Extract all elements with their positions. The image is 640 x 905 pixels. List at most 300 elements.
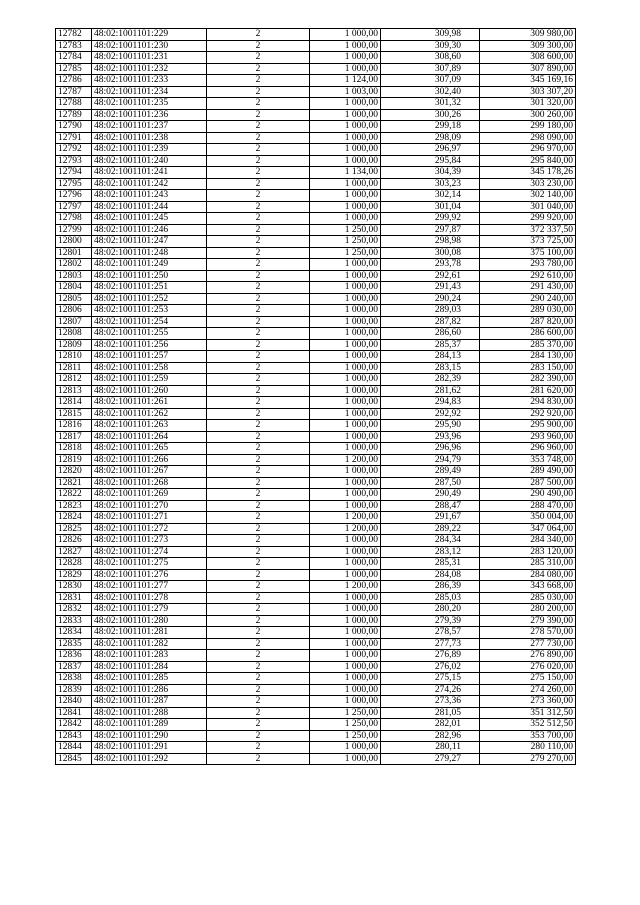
area-cell: 1 000,00: [310, 213, 381, 225]
area-cell: 1 000,00: [310, 144, 381, 156]
table-row: [56, 431, 576, 443]
category-cell: 2: [207, 374, 310, 386]
cadastral-value-cell: 276 020,00: [480, 661, 576, 673]
category-cell: 2: [207, 385, 310, 397]
specific-value-cell: 284,34: [381, 535, 480, 547]
category-cell: 2: [207, 615, 310, 627]
category-cell: 2: [207, 109, 310, 121]
category-cell: 2: [207, 627, 310, 639]
row-number-cell: 12813: [56, 385, 92, 397]
row-number-cell: 12825: [56, 523, 92, 535]
specific-value-cell: 289,49: [381, 466, 480, 478]
specific-value-cell: 281,62: [381, 385, 480, 397]
cadastral-number-cell: 48:02:1001101:232: [92, 63, 207, 75]
row-number-cell: 12788: [56, 98, 92, 110]
category-cell: 2: [207, 259, 310, 271]
row-number-cell: 12816: [56, 420, 92, 432]
category-cell: 2: [207, 742, 310, 754]
category-cell: 2: [207, 638, 310, 650]
specific-value-cell: 278,57: [381, 627, 480, 639]
cadastral-number-cell: 48:02:1001101:243: [92, 190, 207, 202]
row-number-cell: 12787: [56, 86, 92, 98]
specific-value-cell: 282,01: [381, 719, 480, 731]
row-number-cell: 12797: [56, 201, 92, 213]
table-body: [56, 29, 576, 765]
category-cell: 2: [207, 224, 310, 236]
specific-value-cell: 276,02: [381, 661, 480, 673]
cadastral-number-cell: 48:02:1001101:274: [92, 546, 207, 558]
specific-value-cell: 308,60: [381, 52, 480, 64]
area-cell: 1 134,00: [310, 167, 381, 179]
area-cell: 1 000,00: [310, 385, 381, 397]
row-number-cell: 12808: [56, 328, 92, 340]
specific-value-cell: 299,92: [381, 213, 480, 225]
table-row: [56, 270, 576, 282]
cadastral-value-cell: 373 725,00: [480, 236, 576, 248]
cadastral-number-cell: 48:02:1001101:267: [92, 466, 207, 478]
cadastral-value-cell: 279 390,00: [480, 615, 576, 627]
cadastral-value-cell: 350 004,00: [480, 512, 576, 524]
specific-value-cell: 276,89: [381, 650, 480, 662]
cadastral-number-cell: 48:02:1001101:235: [92, 98, 207, 110]
area-cell: 1 000,00: [310, 339, 381, 351]
table-row: [56, 29, 576, 41]
category-cell: 2: [207, 466, 310, 478]
category-cell: 2: [207, 328, 310, 340]
cadastral-number-cell: 48:02:1001101:233: [92, 75, 207, 87]
row-number-cell: 12836: [56, 650, 92, 662]
cadastral-value-cell: 293 780,00: [480, 259, 576, 271]
cadastral-number-cell: 48:02:1001101:289: [92, 719, 207, 731]
area-cell: 1 000,00: [310, 569, 381, 581]
cadastral-number-cell: 48:02:1001101:284: [92, 661, 207, 673]
cadastral-value-cell: 282 390,00: [480, 374, 576, 386]
table-row: [56, 305, 576, 317]
row-number-cell: 12822: [56, 489, 92, 501]
cadastral-value-cell: 285 310,00: [480, 558, 576, 570]
cadastral-number-cell: 48:02:1001101:271: [92, 512, 207, 524]
area-cell: 1 000,00: [310, 650, 381, 662]
category-cell: 2: [207, 98, 310, 110]
cadastral-value-cell: 290 240,00: [480, 293, 576, 305]
area-cell: 1 000,00: [310, 742, 381, 754]
specific-value-cell: 286,39: [381, 581, 480, 593]
cadastral-value-cell: 343 668,00: [480, 581, 576, 593]
category-cell: 2: [207, 604, 310, 616]
cadastral-number-cell: 48:02:1001101:234: [92, 86, 207, 98]
cadastral-number-cell: 48:02:1001101:291: [92, 742, 207, 754]
table-row: [56, 52, 576, 64]
cadastral-value-cell: 287 500,00: [480, 477, 576, 489]
cadastral-value-table: [55, 28, 576, 765]
specific-value-cell: 282,39: [381, 374, 480, 386]
cadastral-number-cell: 48:02:1001101:266: [92, 454, 207, 466]
cadastral-number-cell: 48:02:1001101:254: [92, 316, 207, 328]
category-cell: 2: [207, 512, 310, 524]
area-cell: 1 000,00: [310, 500, 381, 512]
cadastral-value-cell: 299 180,00: [480, 121, 576, 133]
cadastral-number-cell: 48:02:1001101:230: [92, 40, 207, 52]
table-row: [56, 650, 576, 662]
specific-value-cell: 309,30: [381, 40, 480, 52]
row-number-cell: 12806: [56, 305, 92, 317]
category-cell: 2: [207, 305, 310, 317]
cadastral-number-cell: 48:02:1001101:259: [92, 374, 207, 386]
area-cell: 1 250,00: [310, 247, 381, 259]
cadastral-number-cell: 48:02:1001101:272: [92, 523, 207, 535]
cadastral-value-cell: 295 900,00: [480, 420, 576, 432]
category-cell: 2: [207, 569, 310, 581]
specific-value-cell: 279,27: [381, 753, 480, 765]
table-row: [56, 109, 576, 121]
area-cell: 1 000,00: [310, 408, 381, 420]
area-cell: 1 250,00: [310, 224, 381, 236]
cadastral-value-cell: 285 370,00: [480, 339, 576, 351]
area-cell: 1 000,00: [310, 604, 381, 616]
cadastral-value-cell: 283 120,00: [480, 546, 576, 558]
specific-value-cell: 274,26: [381, 684, 480, 696]
area-cell: 1 000,00: [310, 282, 381, 294]
specific-value-cell: 300,08: [381, 247, 480, 259]
table-row: [56, 684, 576, 696]
category-cell: 2: [207, 730, 310, 742]
specific-value-cell: 294,79: [381, 454, 480, 466]
area-cell: 1 000,00: [310, 132, 381, 144]
cadastral-number-cell: 48:02:1001101:255: [92, 328, 207, 340]
table-row: [56, 374, 576, 386]
category-cell: 2: [207, 75, 310, 87]
table-row: [56, 144, 576, 156]
specific-value-cell: 297,87: [381, 224, 480, 236]
cadastral-value-cell: 302 140,00: [480, 190, 576, 202]
cadastral-value-cell: 303 230,00: [480, 178, 576, 190]
cadastral-value-cell: 347 064,00: [480, 523, 576, 535]
cadastral-value-cell: 290 490,00: [480, 489, 576, 501]
area-cell: 1 000,00: [310, 397, 381, 409]
table-row: [56, 213, 576, 225]
category-cell: 2: [207, 753, 310, 765]
table-row: [56, 673, 576, 685]
cadastral-number-cell: 48:02:1001101:245: [92, 213, 207, 225]
category-cell: 2: [207, 454, 310, 466]
row-number-cell: 12829: [56, 569, 92, 581]
category-cell: 2: [207, 477, 310, 489]
specific-value-cell: 275,15: [381, 673, 480, 685]
table-row: [56, 535, 576, 547]
row-number-cell: 12790: [56, 121, 92, 133]
area-cell: 1 000,00: [310, 201, 381, 213]
table-row: [56, 512, 576, 524]
cadastral-value-cell: 309 980,00: [480, 29, 576, 41]
cadastral-value-cell: 277 730,00: [480, 638, 576, 650]
table-row: [56, 351, 576, 363]
category-cell: 2: [207, 63, 310, 75]
specific-value-cell: 301,04: [381, 201, 480, 213]
table-row: [56, 742, 576, 754]
cadastral-value-cell: 278 570,00: [480, 627, 576, 639]
table-row: [56, 477, 576, 489]
category-cell: 2: [207, 420, 310, 432]
specific-value-cell: 285,31: [381, 558, 480, 570]
table-row: [56, 466, 576, 478]
cadastral-value-cell: 345 178,26: [480, 167, 576, 179]
cadastral-value-cell: 296 970,00: [480, 144, 576, 156]
table-row: [56, 282, 576, 294]
table-row: [56, 500, 576, 512]
row-number-cell: 12795: [56, 178, 92, 190]
specific-value-cell: 289,22: [381, 523, 480, 535]
area-cell: 1 000,00: [310, 489, 381, 501]
table-row: [56, 247, 576, 259]
cadastral-value-cell: 353 748,00: [480, 454, 576, 466]
table-row: [56, 98, 576, 110]
row-number-cell: 12834: [56, 627, 92, 639]
table-row: [56, 155, 576, 167]
area-cell: 1 000,00: [310, 328, 381, 340]
table-row: [56, 489, 576, 501]
area-cell: 1 000,00: [310, 420, 381, 432]
table-row: [56, 753, 576, 765]
cadastral-number-cell: 48:02:1001101:244: [92, 201, 207, 213]
area-cell: 1 200,00: [310, 523, 381, 535]
cadastral-value-cell: 291 430,00: [480, 282, 576, 294]
specific-value-cell: 307,09: [381, 75, 480, 87]
cadastral-value-cell: 286 600,00: [480, 328, 576, 340]
category-cell: 2: [207, 270, 310, 282]
category-cell: 2: [207, 581, 310, 593]
cadastral-value-cell: 352 512,50: [480, 719, 576, 731]
cadastral-value-cell: 296 960,00: [480, 443, 576, 455]
cadastral-value-cell: 351 312,50: [480, 707, 576, 719]
cadastral-number-cell: 48:02:1001101:231: [92, 52, 207, 64]
table-row: [56, 581, 576, 593]
cadastral-value-cell: 274 260,00: [480, 684, 576, 696]
table-row: [56, 190, 576, 202]
cadastral-number-cell: 48:02:1001101:281: [92, 627, 207, 639]
area-cell: 1 000,00: [310, 270, 381, 282]
specific-value-cell: 289,03: [381, 305, 480, 317]
category-cell: 2: [207, 201, 310, 213]
area-cell: 1 000,00: [310, 155, 381, 167]
table-row: [56, 201, 576, 213]
table-row: [56, 316, 576, 328]
specific-value-cell: 287,50: [381, 477, 480, 489]
specific-value-cell: 285,03: [381, 592, 480, 604]
category-cell: 2: [207, 650, 310, 662]
specific-value-cell: 298,09: [381, 132, 480, 144]
row-number-cell: 12786: [56, 75, 92, 87]
area-cell: 1 000,00: [310, 627, 381, 639]
category-cell: 2: [207, 523, 310, 535]
specific-value-cell: 291,67: [381, 512, 480, 524]
area-cell: 1 000,00: [310, 535, 381, 547]
row-number-cell: 12812: [56, 374, 92, 386]
cadastral-value-cell: 279 270,00: [480, 753, 576, 765]
table-row: [56, 236, 576, 248]
cadastral-number-cell: 48:02:1001101:286: [92, 684, 207, 696]
row-number-cell: 12803: [56, 270, 92, 282]
cadastral-value-cell: 299 920,00: [480, 213, 576, 225]
area-cell: 1 250,00: [310, 236, 381, 248]
cadastral-number-cell: 48:02:1001101:277: [92, 581, 207, 593]
cadastral-value-cell: 301 320,00: [480, 98, 576, 110]
specific-value-cell: 280,11: [381, 742, 480, 754]
row-number-cell: 12784: [56, 52, 92, 64]
specific-value-cell: 273,36: [381, 696, 480, 708]
cadastral-number-cell: 48:02:1001101:242: [92, 178, 207, 190]
category-cell: 2: [207, 29, 310, 41]
cadastral-value-cell: 301 040,00: [480, 201, 576, 213]
cadastral-number-cell: 48:02:1001101:279: [92, 604, 207, 616]
specific-value-cell: 283,15: [381, 362, 480, 374]
cadastral-value-cell: 309 300,00: [480, 40, 576, 52]
area-cell: 1 000,00: [310, 293, 381, 305]
category-cell: 2: [207, 719, 310, 731]
category-cell: 2: [207, 339, 310, 351]
specific-value-cell: 283,12: [381, 546, 480, 558]
category-cell: 2: [207, 443, 310, 455]
area-cell: 1 000,00: [310, 466, 381, 478]
table-row: [56, 328, 576, 340]
specific-value-cell: 296,97: [381, 144, 480, 156]
area-cell: 1 000,00: [310, 190, 381, 202]
table-row: [56, 454, 576, 466]
area-cell: 1 000,00: [310, 178, 381, 190]
cadastral-number-cell: 48:02:1001101:249: [92, 259, 207, 271]
area-cell: 1 000,00: [310, 351, 381, 363]
table-row: [56, 730, 576, 742]
category-cell: 2: [207, 167, 310, 179]
row-number-cell: 12807: [56, 316, 92, 328]
row-number-cell: 12833: [56, 615, 92, 627]
table-row: [56, 696, 576, 708]
table-row: [56, 362, 576, 374]
cadastral-number-cell: 48:02:1001101:262: [92, 408, 207, 420]
row-number-cell: 12793: [56, 155, 92, 167]
specific-value-cell: 293,96: [381, 431, 480, 443]
specific-value-cell: 294,83: [381, 397, 480, 409]
cadastral-value-cell: 300 260,00: [480, 109, 576, 121]
cadastral-number-cell: 48:02:1001101:270: [92, 500, 207, 512]
area-cell: 1 000,00: [310, 546, 381, 558]
specific-value-cell: 288,47: [381, 500, 480, 512]
cadastral-value-cell: 294 830,00: [480, 397, 576, 409]
area-cell: 1 000,00: [310, 98, 381, 110]
cadastral-value-cell: 353 700,00: [480, 730, 576, 742]
category-cell: 2: [207, 535, 310, 547]
specific-value-cell: 290,24: [381, 293, 480, 305]
table-row: [56, 224, 576, 236]
category-cell: 2: [207, 500, 310, 512]
specific-value-cell: 293,78: [381, 259, 480, 271]
table-row: [56, 178, 576, 190]
cadastral-value-cell: 292 610,00: [480, 270, 576, 282]
cadastral-number-cell: 48:02:1001101:288: [92, 707, 207, 719]
row-number-cell: 12821: [56, 477, 92, 489]
table-row: [56, 523, 576, 535]
row-number-cell: 12832: [56, 604, 92, 616]
row-number-cell: 12794: [56, 167, 92, 179]
row-number-cell: 12809: [56, 339, 92, 351]
cadastral-value-cell: 295 840,00: [480, 155, 576, 167]
table-row: [56, 420, 576, 432]
cadastral-value-cell: 273 360,00: [480, 696, 576, 708]
cadastral-number-cell: 48:02:1001101:276: [92, 569, 207, 581]
area-cell: 1 000,00: [310, 52, 381, 64]
row-number-cell: 12838: [56, 673, 92, 685]
area-cell: 1 000,00: [310, 259, 381, 271]
area-cell: 1 000,00: [310, 374, 381, 386]
row-number-cell: 12799: [56, 224, 92, 236]
table-row: [56, 443, 576, 455]
cadastral-number-cell: 48:02:1001101:250: [92, 270, 207, 282]
category-cell: 2: [207, 431, 310, 443]
table-row: [56, 293, 576, 305]
area-cell: 1 000,00: [310, 638, 381, 650]
row-number-cell: 12828: [56, 558, 92, 570]
category-cell: 2: [207, 316, 310, 328]
specific-value-cell: 291,43: [381, 282, 480, 294]
table-row: [56, 615, 576, 627]
cadastral-number-cell: 48:02:1001101:239: [92, 144, 207, 156]
specific-value-cell: 302,40: [381, 86, 480, 98]
table-row: [56, 167, 576, 179]
cadastral-value-cell: 293 960,00: [480, 431, 576, 443]
area-cell: 1 000,00: [310, 109, 381, 121]
category-cell: 2: [207, 52, 310, 64]
area-cell: 1 000,00: [310, 753, 381, 765]
category-cell: 2: [207, 190, 310, 202]
cadastral-value-cell: 292 920,00: [480, 408, 576, 420]
specific-value-cell: 303,23: [381, 178, 480, 190]
specific-value-cell: 290,49: [381, 489, 480, 501]
specific-value-cell: 279,39: [381, 615, 480, 627]
cadastral-value-cell: 284 080,00: [480, 569, 576, 581]
table-row: [56, 592, 576, 604]
cadastral-number-cell: 48:02:1001101:292: [92, 753, 207, 765]
cadastral-value-cell: 280 110,00: [480, 742, 576, 754]
cadastral-number-cell: 48:02:1001101:282: [92, 638, 207, 650]
area-cell: 1 000,00: [310, 63, 381, 75]
row-number-cell: 12817: [56, 431, 92, 443]
area-cell: 1 000,00: [310, 316, 381, 328]
area-cell: 1 200,00: [310, 581, 381, 593]
category-cell: 2: [207, 684, 310, 696]
row-number-cell: 12839: [56, 684, 92, 696]
cadastral-number-cell: 48:02:1001101:290: [92, 730, 207, 742]
cadastral-number-cell: 48:02:1001101:246: [92, 224, 207, 236]
specific-value-cell: 298,98: [381, 236, 480, 248]
table-row: [56, 546, 576, 558]
category-cell: 2: [207, 489, 310, 501]
category-cell: 2: [207, 707, 310, 719]
category-cell: 2: [207, 247, 310, 259]
cadastral-number-cell: 48:02:1001101:273: [92, 535, 207, 547]
table-row: [56, 604, 576, 616]
row-number-cell: 12800: [56, 236, 92, 248]
row-number-cell: 12819: [56, 454, 92, 466]
cadastral-value-cell: 372 337,50: [480, 224, 576, 236]
row-number-cell: 12826: [56, 535, 92, 547]
specific-value-cell: 284,13: [381, 351, 480, 363]
area-cell: 1 003,00: [310, 86, 381, 98]
cadastral-number-cell: 48:02:1001101:264: [92, 431, 207, 443]
row-number-cell: 12804: [56, 282, 92, 294]
row-number-cell: 12827: [56, 546, 92, 558]
cadastral-value-cell: 284 130,00: [480, 351, 576, 363]
table-row: [56, 661, 576, 673]
cadastral-number-cell: 48:02:1001101:253: [92, 305, 207, 317]
